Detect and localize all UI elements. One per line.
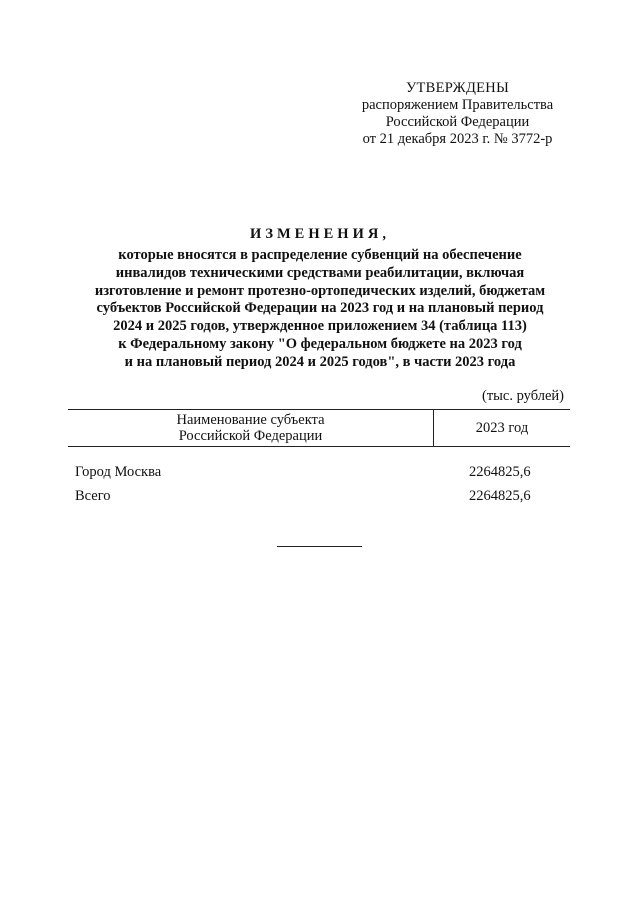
unit-label: (тыс. рублей): [482, 388, 564, 404]
header-subject-line: Наименование субъекта: [176, 412, 325, 428]
subtitle-line: инвалидов техническими средствами реабилитации, включая: [115, 264, 525, 281]
approval-title: УТВЕРЖДЕНЫ: [405, 80, 510, 96]
subtitle-line: 2024 и 2025 годов, утвержденное приложением 34 (таблица 113): [113, 318, 527, 335]
row-value: 2264825,6: [469, 464, 531, 480]
row-subject-name: Город Москва: [75, 464, 162, 480]
header-subject-line: Российской Федерации: [178, 428, 323, 444]
approval-line: распоряжением Правительства: [361, 97, 554, 113]
row-value: 2264825,6: [469, 488, 531, 504]
header-year-cell: [434, 410, 570, 446]
document-subtitle: [40, 247, 600, 372]
approval-line: Российской Федерации: [385, 114, 530, 130]
row-subject-name: Всего: [75, 488, 111, 504]
approval-line: от 21 декабря 2023 г. № 3772-р: [362, 131, 553, 147]
subtitle-line: изготовление и ремонт протезно-ортопедических изделий, бюджетам: [94, 282, 546, 299]
table-row-total: [75, 487, 570, 505]
header-year-label: 2023 год: [475, 420, 529, 436]
subtitle-line: субъектов Российской Федерации на 2023 год и на плановый период: [96, 300, 544, 317]
end-separator-line: [277, 546, 362, 547]
subtitle-line: к Федеральному закону "О федеральном бюджете на 2023 год: [118, 335, 522, 352]
subtitle-line: и на плановый период 2024 и 2025 годов", в части 2023 года: [124, 353, 516, 370]
approval-block: [330, 80, 585, 148]
table-header: [68, 409, 570, 447]
document-title: ИЗМЕНЕНИЯ,: [250, 226, 390, 242]
subtitle-line: которые вносятся в распределение субвенций на обеспечение: [118, 247, 522, 263]
table-row: [75, 463, 570, 481]
header-subject-cell: [68, 410, 434, 446]
